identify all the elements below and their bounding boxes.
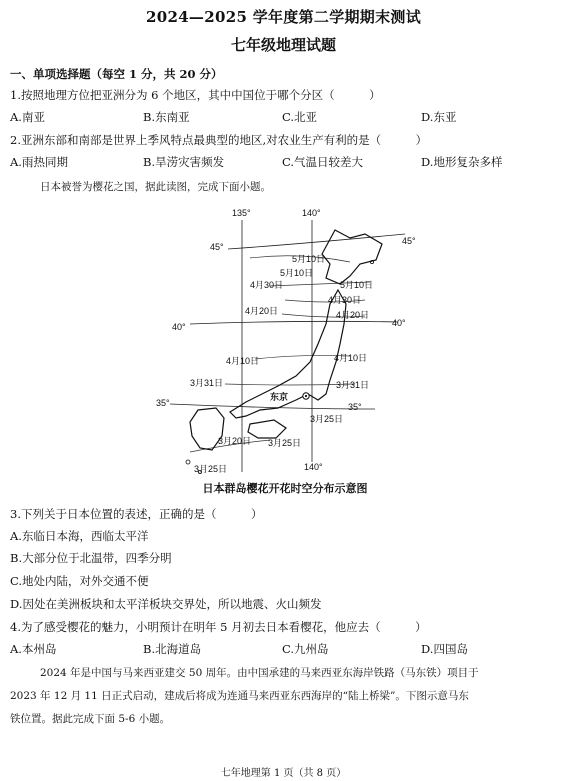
q1-option-a[interactable]: A.南亚: [10, 110, 45, 124]
q3-option-d[interactable]: D.因处在美洲板块和太平洋板块交界处，所以地震、火山频发: [10, 597, 322, 611]
date-label: 5月10日: [280, 268, 314, 278]
date-label: 3月25日: [268, 438, 302, 448]
q4-option-c[interactable]: C.九州岛: [282, 642, 329, 656]
lat-label-35-right: 35°: [348, 402, 362, 412]
q3-option-b[interactable]: B.大部分位于北温带，四季分明: [10, 551, 172, 565]
lon-label-140-top: 140°: [302, 208, 321, 218]
q2-option-d[interactable]: D.地形复杂多样: [421, 155, 503, 169]
date-label: 5月10日: [340, 280, 374, 290]
tokyo-label: 东京: [270, 392, 289, 402]
date-label: 3月25日: [310, 414, 344, 424]
q3-option-c[interactable]: C.地处内陆，对外交通不便: [10, 574, 149, 588]
section-heading: 一、单项选择题（每空 1 分，共 20 分）: [10, 67, 223, 81]
date-label: 3月20日: [218, 436, 252, 446]
exam-title: 2024—2025 学年度第二学期期末测试: [145, 8, 422, 26]
lon-label-140-bottom: 140°: [304, 462, 323, 472]
q4-option-a[interactable]: A.本州岛: [10, 642, 57, 656]
date-label: 5月10日: [292, 254, 326, 264]
date-label: 4月10日: [226, 356, 260, 366]
map-caption: 日本群岛樱花开花时空分布示意图: [202, 482, 368, 495]
q2-option-b[interactable]: B.旱涝灾害频发: [143, 155, 225, 169]
q1-stem: 1.按照地理方位把亚洲分为 6 个地区，其中中国位于哪个分区（ ）: [10, 88, 381, 102]
date-label: 4月30日: [250, 280, 284, 290]
lat-label-40-left: 40°: [172, 322, 186, 332]
q3-stem: 3.下列关于日本位置的表述，正确的是（ ）: [10, 507, 263, 521]
lat-label-45-right: 45°: [402, 236, 416, 246]
date-label: 3月31日: [336, 380, 370, 390]
q2-option-a[interactable]: A.雨热同期: [10, 155, 68, 169]
q3-option-a[interactable]: A.东临日本海，西临太平洋: [10, 529, 149, 543]
lat-label-40-right: 40°: [392, 318, 406, 328]
intro-japan: 日本被誉为樱花之国，据此读图，完成下面小题。: [40, 181, 271, 193]
sakura-map: [150, 204, 420, 496]
page-footer: 七年地理第 1 页（共 8 页）: [220, 768, 347, 779]
intro-malaysia-line2: 2023 年 12 月 11 日正式启动，建成后将成为连通马来西亚东西海岸的“陆上桥梁”。下图示意马东: [10, 690, 469, 702]
q1-option-b[interactable]: B.东南亚: [143, 110, 190, 124]
date-label: 4月10日: [334, 353, 368, 363]
q4-stem: 4.为了感受樱花的魅力，小明预计在明年 5 月初去日本看樱花，他应去（ ）: [10, 620, 427, 634]
date-label: 4月20日: [245, 306, 279, 316]
q1-option-c[interactable]: C.北亚: [282, 110, 318, 124]
exam-subtitle: 七年级地理试题: [230, 36, 336, 54]
lat-label-45-left: 45°: [210, 242, 224, 252]
date-label: 4月20日: [336, 310, 370, 320]
q1-option-d[interactable]: D.东亚: [421, 110, 457, 124]
lon-label-135: 135°: [232, 208, 251, 218]
date-label: 3月31日: [190, 378, 224, 388]
q2-option-c[interactable]: C.气温日较差大: [282, 155, 364, 169]
q4-option-b[interactable]: B.北海道岛: [143, 642, 202, 656]
q4-option-d[interactable]: D.四国岛: [421, 642, 468, 656]
date-label: 4月30日: [328, 295, 362, 305]
q2-stem: 2.亚洲东部和南部是世界上季风特点最典型的地区,对农业生产有利的是（ ）: [10, 133, 428, 147]
intro-malaysia-line1: 2024 年是中国与马来西亚建交 50 周年。由中国承建的马来西亚东海岸铁路（马东铁）项目于: [40, 667, 479, 679]
lat-label-35-left: 35°: [156, 398, 170, 408]
date-label: 3月25日: [194, 464, 228, 474]
intro-malaysia-line3: 铁位置。据此完成下面 5-6 小题。: [10, 713, 171, 725]
